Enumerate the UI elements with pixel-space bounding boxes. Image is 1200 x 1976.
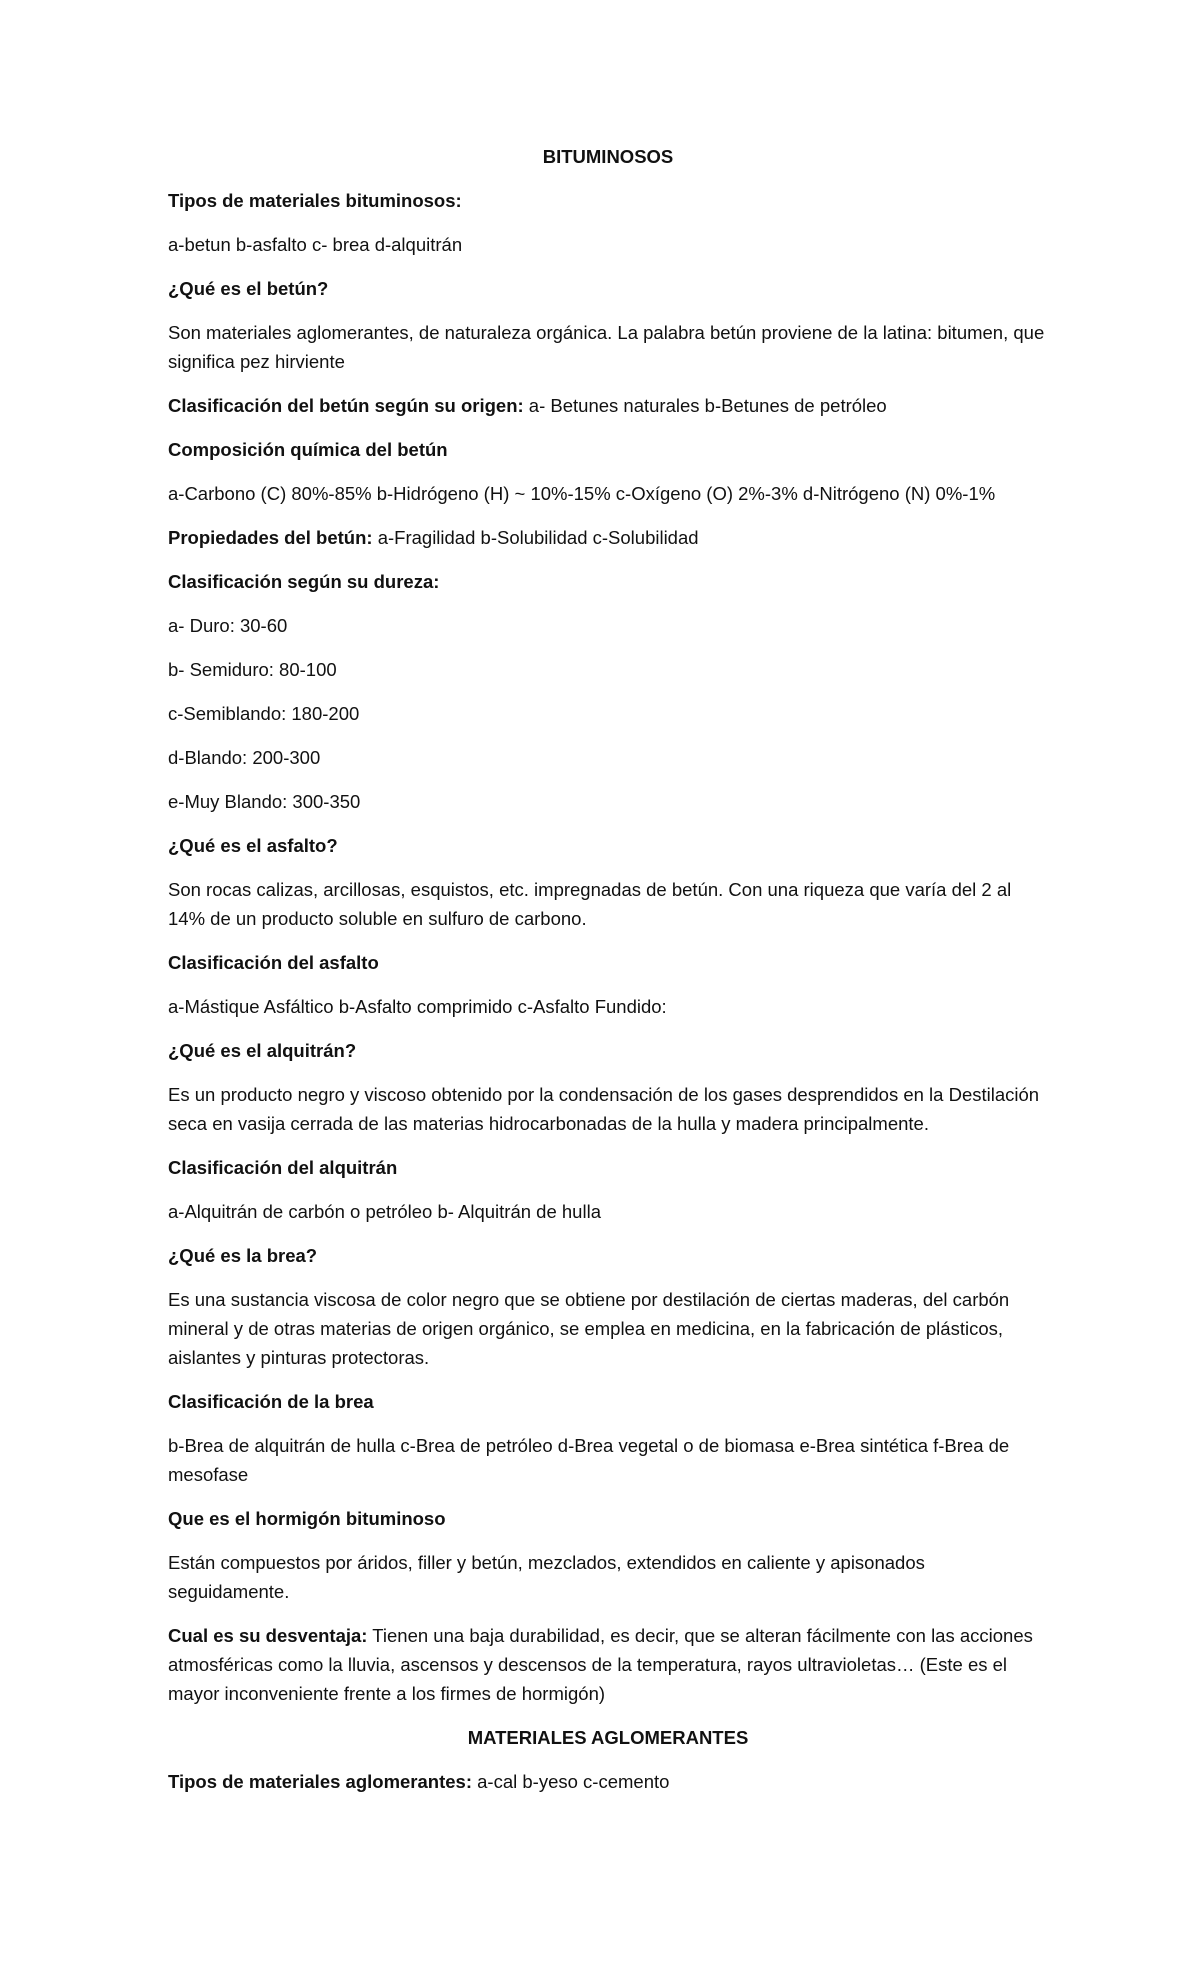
text-clasificacion-origen: a- Betunes naturales b-Betunes de petróleo	[523, 395, 887, 416]
text-hormigon-definicion: Están compuestos por áridos, filler y betún, mezclados, extendidos en caliente y apisonados seguidamente.	[168, 1552, 925, 1602]
paragraph-clasificacion-origen	[168, 391, 1048, 420]
label-desventaja: Cual es su desventaja:	[168, 1625, 368, 1646]
paragraph-propiedades-betun	[168, 523, 1048, 552]
heading-clasificacion-dureza: Clasificación según su dureza:	[168, 571, 440, 592]
text-propiedades-betun: a-Fragilidad b-Solubilidad c-Solubilidad	[372, 527, 699, 548]
text-clasificacion-brea: b-Brea de alquitrán de hulla c-Brea de petróleo d-Brea vegetal o de biomasa e-Brea sintética f-Brea de mesofase	[168, 1435, 1010, 1485]
text-alquitran-definicion: Es un producto negro y viscoso obtenido por la condensación de los gases desprendidos en la Destilación seca en vasija cerrada de las materias hidrocarbonadas de la hulla y madera principalmente.	[168, 1084, 1040, 1134]
text-desventaja: Tienen una baja durabilidad, es decir, que se alteran fácilmente con las acciones atmosféricas como la lluvia, ascensos y descensos de la temperatura, rayos ultravioletas… (Este es el mayor inconveniente frente a los firmes de hormigón)	[168, 1625, 1033, 1704]
heading-clasificacion-brea: Clasificación de la brea	[168, 1391, 374, 1412]
heading-clasificacion-alquitran: Clasificación del alquitrán	[168, 1157, 398, 1178]
text-tipos-bituminosos: a-betun b-asfalto c- brea d-alquitrán	[168, 234, 463, 255]
heading-composicion-quimica: Composición química del betún	[168, 439, 448, 460]
paragraph-desventaja	[168, 1621, 1048, 1708]
dureza-item: e-Muy Blando: 300-350	[168, 791, 361, 812]
label-clasificacion-origen: Clasificación del betún según su origen:	[168, 395, 524, 416]
label-propiedades-betun: Propiedades del betún:	[168, 527, 373, 548]
heading-clasificacion-asfalto: Clasificación del asfalto	[168, 952, 379, 973]
heading-que-es-alquitran: ¿Qué es el alquitrán?	[168, 1040, 357, 1061]
text-clasificacion-asfalto: a-Mástique Asfáltico b-Asfalto comprimido c-Asfalto Fundido:	[168, 996, 667, 1017]
paragraph-tipos-aglomerantes	[168, 1767, 1048, 1796]
heading-que-es-brea: ¿Qué es la brea?	[168, 1245, 318, 1266]
label-tipos-aglomerantes: Tipos de materiales aglomerantes:	[168, 1771, 472, 1792]
dureza-item: c-Semiblando: 180-200	[168, 703, 360, 724]
text-brea-definicion: Es una sustancia viscosa de color negro que se obtiene por destilación de ciertas maderas, del carbón mineral y de otras materias de origen orgánico, se emplea en medicina, en la fabricación de plásticos, aislantes y pinturas protectoras.	[168, 1289, 1010, 1368]
text-betun-definicion: Son materiales aglomerantes, de naturaleza orgánica. La palabra betún proviene de la latina: bitumen, que significa pez hirviente	[168, 322, 1045, 372]
dureza-item: b- Semiduro: 80-100	[168, 659, 337, 680]
section-title-aglomerantes: MATERIALES AGLOMERANTES	[467, 1727, 749, 1748]
heading-tipos-bituminosos: Tipos de materiales bituminosos:	[168, 190, 462, 211]
text-tipos-aglomerantes: a-cal b-yeso c-cemento	[472, 1771, 670, 1792]
dureza-item: a- Duro: 30-60	[168, 615, 288, 636]
text-composicion-quimica: a-Carbono (C) 80%-85% b-Hidrógeno (H) ~ 10%-15% c-Oxígeno (O) 2%-3% d-Nitrógeno (N) 0%-1%	[168, 483, 996, 504]
text-clasificacion-alquitran: a-Alquitrán de carbón o petróleo b- Alquitrán de hulla	[168, 1201, 601, 1222]
heading-que-es-betun: ¿Qué es el betún?	[168, 278, 329, 299]
heading-que-es-asfalto: ¿Qué es el asfalto?	[168, 835, 338, 856]
text-asfalto-definicion: Son rocas calizas, arcillosas, esquistos, etc. impregnadas de betún. Con una riqueza que varía del 2 al 14% de un producto soluble en sulfuro de carbono.	[168, 879, 1012, 929]
document-page	[168, 142, 1048, 1811]
heading-hormigon-bituminoso: Que es el hormigón bituminoso	[168, 1508, 446, 1529]
dureza-item: d-Blando: 200-300	[168, 747, 321, 768]
section-title-bituminosos: BITUMINOSOS	[542, 146, 674, 167]
